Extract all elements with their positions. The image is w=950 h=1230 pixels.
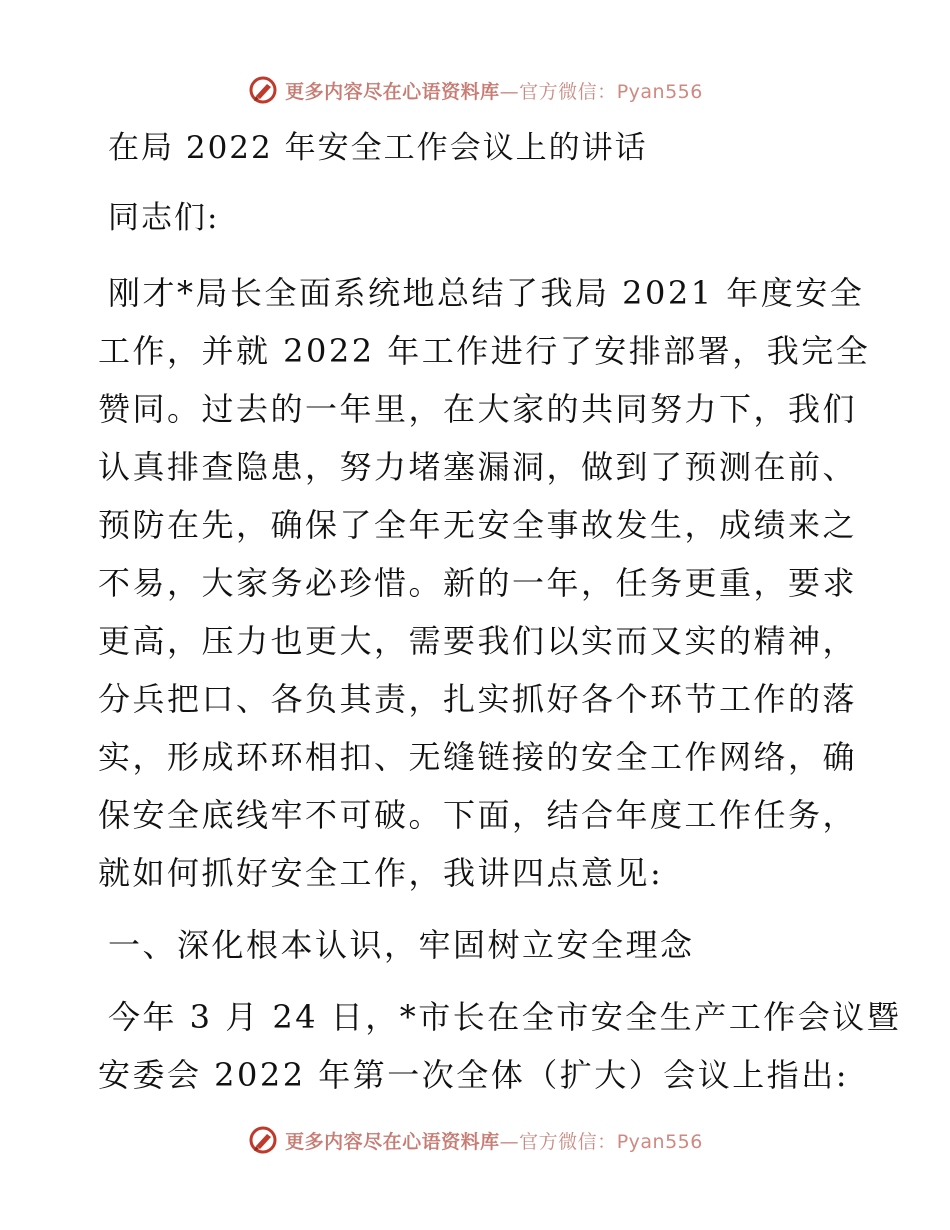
paragraph-line: 实，形成环环相扣、无缝链接的安全工作网络，确 <box>98 738 858 776</box>
pen-logo-icon <box>247 74 279 106</box>
watermark-id: Pyan556 <box>616 1130 703 1153</box>
document-body <box>98 122 902 1104</box>
section-heading-1: 一、深化根本认识，牢固树立安全理念 <box>108 926 695 964</box>
watermark-header <box>0 70 950 110</box>
paragraph-line: 不易，大家务必珍惜。新的一年，任务更重，要求 <box>98 564 858 602</box>
paragraph-2 <box>98 988 902 1104</box>
greeting: 同志们: <box>108 200 220 236</box>
watermark-dash: — <box>499 1130 520 1153</box>
watermark-brand: 更多内容尽在心语资料库 <box>285 80 500 103</box>
watermark-label: 官方微信： <box>519 80 617 103</box>
paragraph-line: 就如何抓好安全工作，我讲四点意见: <box>98 854 664 892</box>
paragraph-line: 认真排查隐患，努力堵塞漏洞，做到了预测在前、 <box>98 448 858 486</box>
watermark-text <box>285 1127 703 1154</box>
paragraph-line: 工作，并就 2022 年工作进行了安排部署，我完全 <box>98 332 871 370</box>
watermark-footer <box>0 1120 950 1160</box>
paragraph-line: 赞同。过去的一年里，在大家的共同努力下，我们 <box>98 390 858 428</box>
pen-logo-icon <box>247 1124 279 1156</box>
paragraph-line: 分兵把口、各负其责，扎实抓好各个环节工作的落 <box>98 680 858 718</box>
paragraph-line: 预防在先，确保了全年无安全事故发生，成绩来之 <box>98 506 858 544</box>
paragraph-1 <box>98 264 871 902</box>
document-title: 在局 2022 年安全工作会议上的讲话 <box>108 130 648 166</box>
paragraph-line: 更高，压力也更大，需要我们以实而又实的精神， <box>98 622 858 660</box>
watermark-text <box>285 77 703 104</box>
paragraph-line: 安委会 2022 年第一次全体（扩大）会议上指出: <box>98 1056 850 1094</box>
paragraph-line: 今年 3 月 24 日，*市长在全市安全生产工作会议暨 <box>108 998 902 1036</box>
watermark-brand: 更多内容尽在心语资料库 <box>285 1130 500 1153</box>
watermark-id: Pyan556 <box>616 80 703 103</box>
paragraph-line: 刚才*局长全面系统地总结了我局 2021 年度安全 <box>108 274 865 312</box>
paragraph-line: 保安全底线牢不可破。下面，结合年度工作任务， <box>98 796 858 834</box>
watermark-dash: — <box>499 80 520 103</box>
watermark-label: 官方微信： <box>519 1130 617 1153</box>
